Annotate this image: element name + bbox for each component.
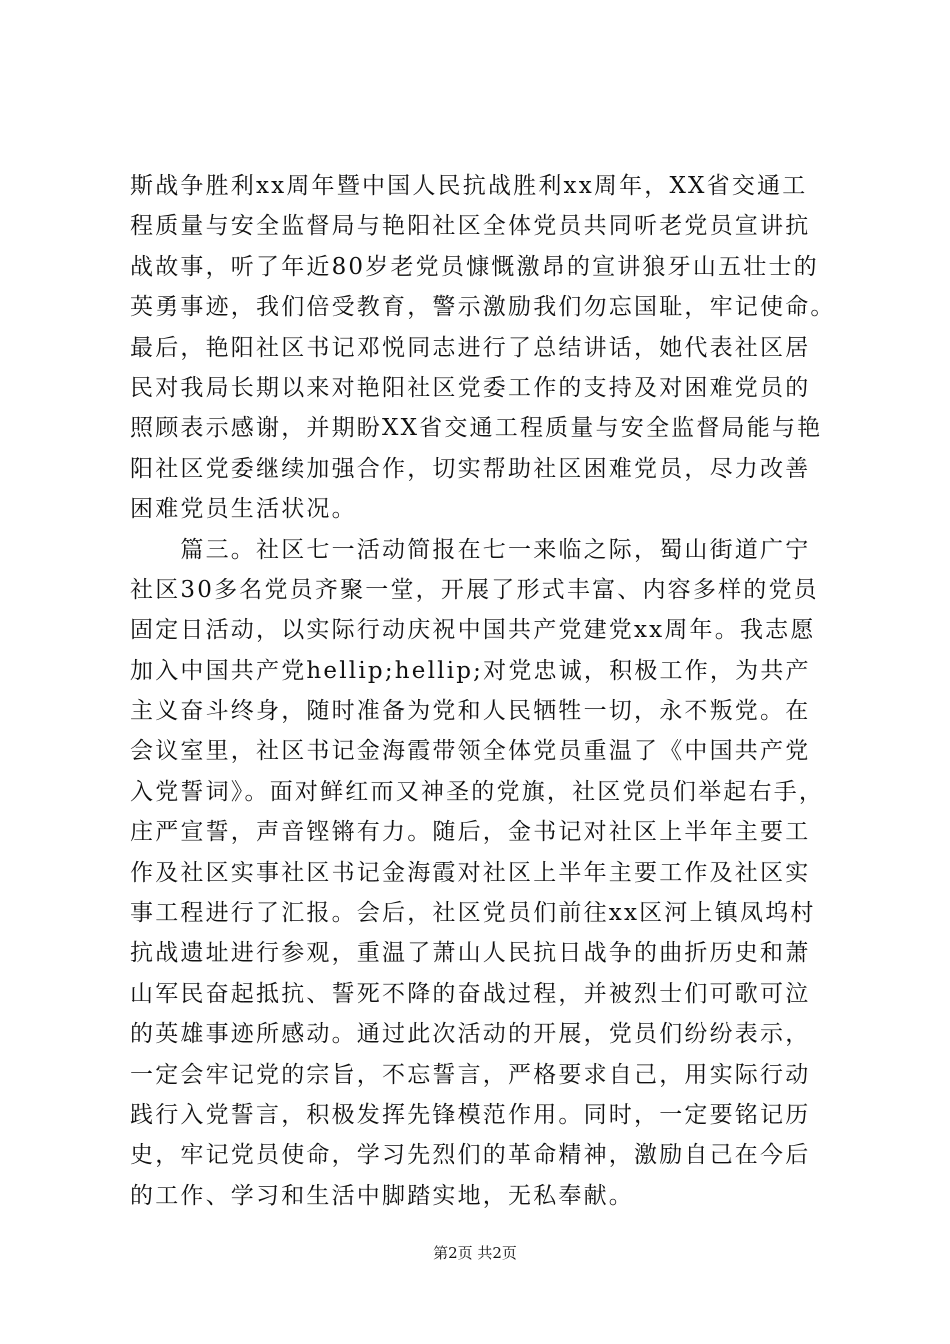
text-line: 社区30多名党员齐聚一堂，开展了形式丰富、内容多样的党员 <box>130 576 819 603</box>
text-line: 照顾表示感谢，并期盼XX省交通工程质量与安全监督局能与艳 <box>130 415 823 442</box>
text-line: 战故事，听了年近80岁老党员慷慨激昂的宣讲狼牙山五壮士的 <box>130 253 819 280</box>
text-line: 的英雄事迹所感动。通过此次活动的开展，党员们纷纷表示， <box>130 1021 811 1048</box>
text-line: 作及社区实事社区书记金海霞对社区上半年主要工作及社区实 <box>130 859 811 886</box>
text-line: 史，牢记党员使命，学习先烈们的革命精神，激励自己在今后 <box>130 1142 811 1169</box>
text-line: 会议室里，社区书记金海霞带领全体党员重温了《中国共产党 <box>130 738 811 765</box>
text-line: 一定会牢记党的宗旨，不忘誓言，严格要求自己，用实际行动 <box>130 1061 811 1088</box>
text-line: 篇三。社区七一活动简报在七一来临之际，蜀山街道广宁 <box>130 536 811 563</box>
text-line: 民对我局长期以来对艳阳社区党委工作的支持及对困难党员的 <box>130 374 811 401</box>
text-line: 困难党员生活状况。 <box>130 496 357 523</box>
text-line: 入党誓词》。面对鲜红而又神圣的党旗，社区党员们举起右手， <box>130 778 825 805</box>
text-line: 山军民奋起抵抗、誓死不降的奋战过程，并被烈士们可歌可泣 <box>130 980 811 1007</box>
body-text <box>130 166 860 1216</box>
text-line: 最后，艳阳社区书记邓悦同志进行了总结讲话，她代表社区居 <box>130 334 811 361</box>
text-line: 的工作、学习和生活中脚踏实地，无私奉献。 <box>130 1182 634 1209</box>
text-line: 抗战遗址进行参观，重温了萧山人民抗日战争的曲折历史和萧 <box>130 940 811 967</box>
page-number-label: 第2页 共2页 <box>433 1244 517 1262</box>
text-line: 庄严宣誓，声音铿锵有力。随后，金书记对社区上半年主要工 <box>130 819 811 846</box>
text-line: 加入中国共产党hellip;hellip;对党忠诚，积极工作，为共产 <box>130 657 811 684</box>
text-line: 践行入党誓言，积极发挥先锋模范作用。同时，一定要铭记历 <box>130 1101 811 1128</box>
text-line: 斯战争胜利xx周年暨中国人民抗战胜利xx周年，XX省交通工 <box>130 173 808 199</box>
text-line: 英勇事迹，我们倍受教育，警示激励我们勿忘国耻，牢记使命。 <box>130 294 836 321</box>
text-line: 固定日活动，以实际行动庆祝中国共产党建党xx周年。我志愿 <box>130 617 816 644</box>
text-line: 阳社区党委继续加强合作，切实帮助社区困难党员，尽力改善 <box>130 455 811 482</box>
text-line: 事工程进行了汇报。会后，社区党员们前往xx区河上镇凤坞村 <box>130 900 816 927</box>
text-line: 程质量与安全监督局与艳阳社区全体党员共同听老党员宣讲抗 <box>130 213 811 240</box>
text-line: 主义奋斗终身，随时准备为党和人民牺牲一切，永不叛党。在 <box>130 698 811 725</box>
page-footer <box>0 1242 950 1264</box>
